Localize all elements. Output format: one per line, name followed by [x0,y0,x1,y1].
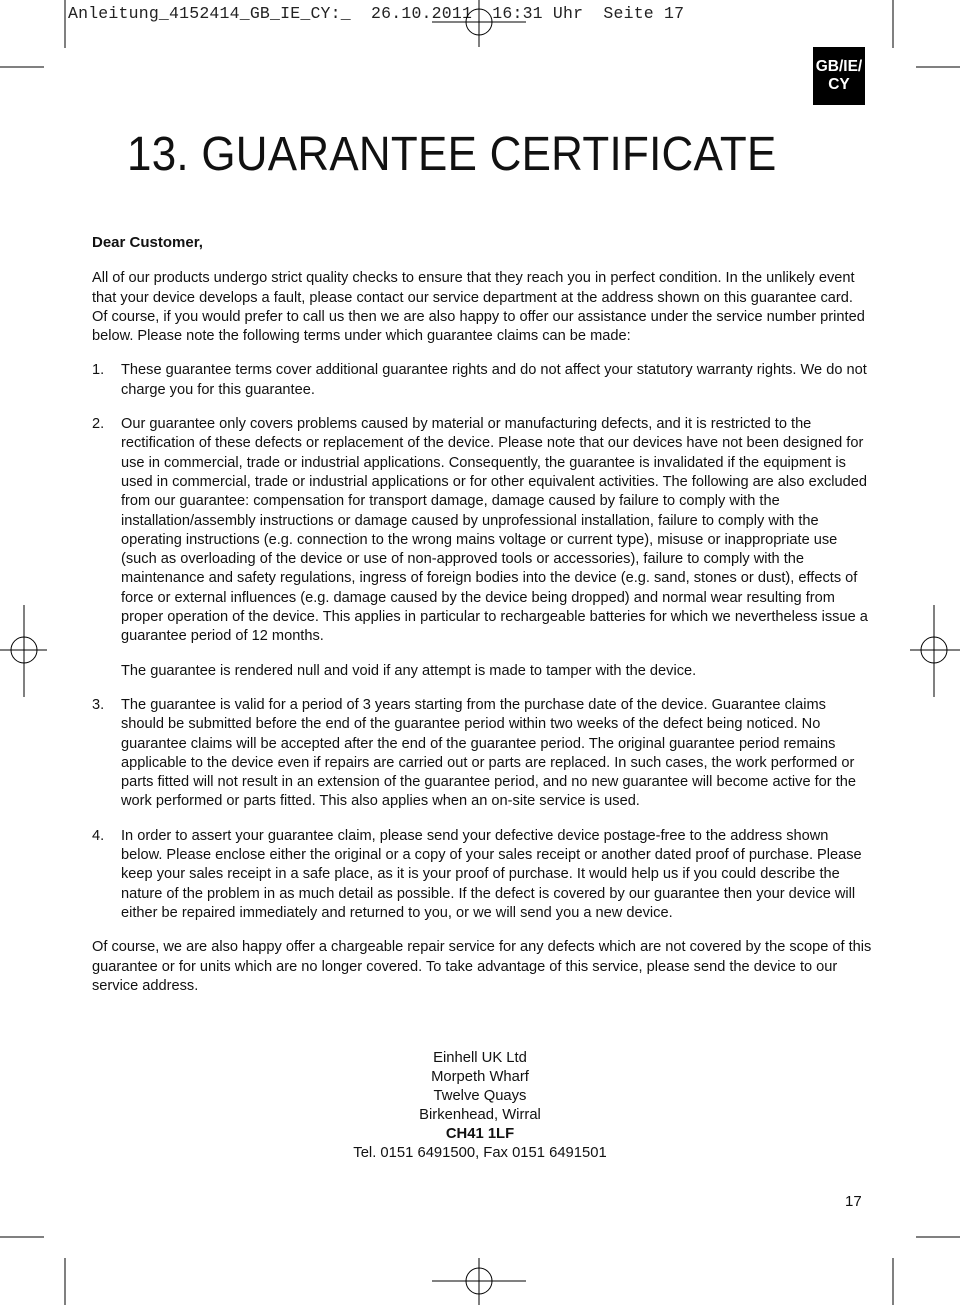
address-line-1: Morpeth Wharf [431,1069,529,1085]
service-address [330,1049,630,1163]
closing-paragraph: Of course, we are also happy offer a chargeable repair service for any defects which are not covered by the scope of this guarantee or for units which are no longer covered. To take advantage of this service, please send the device to our service address. [92,939,872,994]
page-number: 17 [845,1193,862,1210]
address-phone: Tel. 0151 6491500, Fax 0151 6491501 [353,1145,607,1161]
term-text: These guarantee terms cover additional guarantee rights and do not affect your statutory warranty rights. We do not charge you for this guarantee. [121,362,867,398]
term-item-1 [92,361,872,400]
term-number: 2. [92,416,105,433]
registration-mark-top [432,0,526,47]
term-item-2 [92,415,872,681]
registration-mark-right [910,605,960,697]
term-text: Our guarantee only covers problems caused by material or manufacturing defects, and it is restricted to the rectification of these defects or replacement of the device. Please note that our devices have not been designed for use in commercial, trade or industrial applications. Consequently, the guarantee is invalidated if the equipment is used in commercial, trade or industrial applications or for other equivalent activities. The following are also excluded from our guarantee: compensation for transport damage, damage caused by failure to comply with the installation/assembly instructions or damage caused by unprofessional installation, failure to comply with the operating instructions (e.g. connection to the wrong mains voltage or current type), misuse or inappropriate use (such as overloading of the device or use of non-approved tools or accessories), failure to comply with the maintenance and safety regulations, ingress of foreign bodies into the device (e.g. sand, stones or dust), effects of force or external influences (e.g. damage caused by the device being dropped) and normal wear resulting from proper operation of the device. This applies in particular to rechargeable batteries for which we nevertheless issue a guarantee period of 12 months. [121,416,868,645]
address-postcode: CH41 1LF [445,1126,515,1142]
registration-mark-bottom [432,1258,526,1305]
term-item-4 [92,827,872,923]
address-line-3: Birkenhead, Wirral [419,1107,541,1123]
print-slug: Anleitung_4152414_GB_IE_CY:_ 26.10.2011 16:31 Uhr Seite 17 [68,4,685,23]
term-text: The guarantee is valid for a period of 3 years starting from the purchase date of the device. Guarantee claims should be submitted before the end of the guarantee period within two weeks of the defect being noticed. No guarantee claims will be accepted after the end of the guarantee period. The original guarantee period remains applicable to the device even if repairs are carried out or parts are replaced. In such cases, the work performed or parts fitted will not result in an extension of the guarantee period, and no new guarantee will become active for the work performed or parts fitted. This also applies when an on-site service is used. [121,696,856,810]
term-text: In order to assert your guarantee claim, please send your defective device postage-free to the address shown below. Please enclose either the original or a copy of your sales receipt or another dated proof of purchase. Please keep your sales receipt in a safe place, as it is your proof of purchase. It would help us if you could describe the nature of the problem in as much detail as possible. If the defect is covered by our guarantee then your device will either be repaired immediately and returned to you, or we will send you a new device. [121,827,862,921]
greeting: Dear Customer, [92,234,203,251]
guarantee-body [92,233,872,996]
term-number: 3. [92,696,105,713]
address-company: Einhell UK Ltd [433,1050,527,1066]
language-tab-line-2: CY [828,76,850,93]
term-number: 4. [92,827,105,844]
term-item-3 [92,696,872,812]
term-number: 1. [92,362,105,379]
address-line-2: Twelve Quays [433,1088,527,1104]
registration-mark-left [0,605,47,697]
term-text-extra: The guarantee is rendered null and void if any attempt is made to tamper with the device. [121,662,697,679]
page-title: 13. GUARANTEE CERTIFICATE [127,128,777,181]
language-tab-line-1: GB/IE/ [815,58,863,75]
language-tab [813,47,865,105]
intro-paragraph: All of our products undergo strict quality checks to ensure that they reach you in perfect condition. In the unlikely event that your device develops a fault, please contact our service department at the address shown on this guarantee card. Of course, if you would prefer to call us then we are also happy to offer our assistance under the service number printed below. Please note the following terms under which guarantee claims can be made: [92,270,865,345]
